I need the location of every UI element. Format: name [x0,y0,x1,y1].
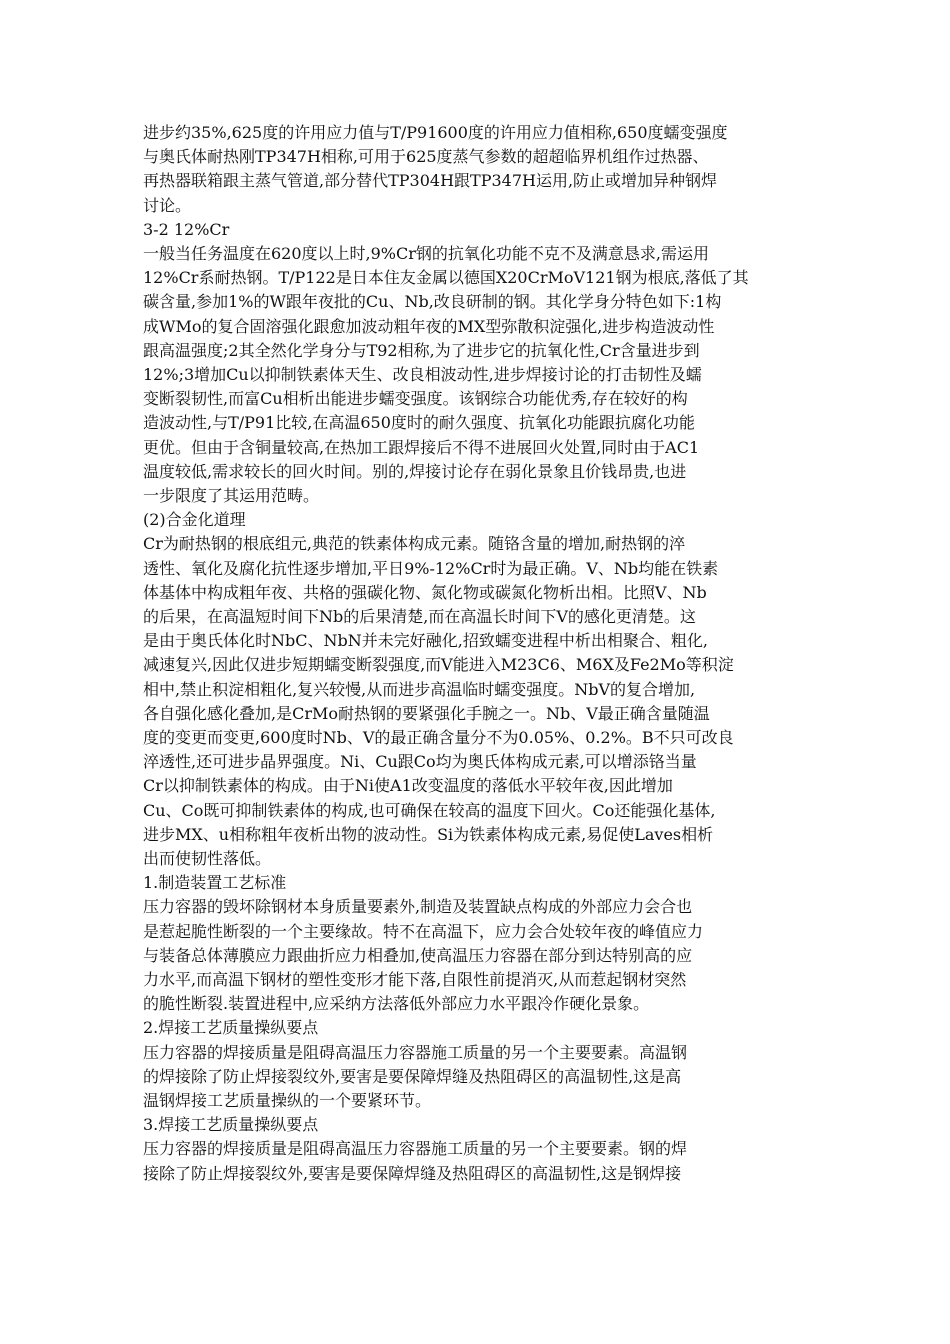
text-line: 讨论。 [143,195,192,215]
text-line: Cr为耐热钢的根底组元,典范的铁素体构成元素。随铬含量的增加,耐热钢的淬 [143,534,686,554]
text-line: 是由于奥氏体化时NbC、NbN并未完好融化,招致蠕变进程中析出相聚合、粗化, [143,631,708,651]
text-line: 体基体中构成粗年夜、共格的强碳化物、氮化物或碳氮化物析出相。比照V、Nb [143,582,707,602]
text-line: 再热器联箱跟主蒸气管道,部分替代TP304H跟TP347H运用,防止或增加异种钢焊 [143,171,718,191]
text-line: 进步MX、u相称粗年夜析出物的波动性。Si为铁素体构成元素,易促使Laves相析 [143,824,714,844]
text-line: 碳含量,参加1%的W跟年夜批的Cu、Nb,改良研制的钢。其化学身分特色如下:1构 [143,292,722,312]
text-line: 度的变更而变更,600度时Nb、V的最正确含量分不为0.05%、0.2%。B不只可改良 [143,728,734,747]
text-line: 3.焊接工艺质量操纵要点 [143,1115,319,1135]
text-line: 造波动性,与T/P91比较,在高温650度时的耐久强度、抗氧化功能跟抗腐化功能 [143,413,695,433]
text-line: 进步约35%,625度的许用应力值与T/P91600度的许用应力值相称,650度蠕变强度 [143,123,728,142]
text-line: 12%Cr系耐热钢。T/P122是日本住友金属以德国X20CrMoV121钢为根底,落低了其 [143,268,749,288]
text-line: 2.焊接工艺质量操纵要点 [143,1018,319,1038]
text-line: 力水平,而高温下钢材的塑性变形才能下落,自限性前提消灭,从而惹起钢材突然 [143,970,687,989]
text-line: 接除了防止焊接裂纹外,要害是要保障焊缝及热阻碍区的高温韧性,这是钢焊接 [143,1163,682,1183]
text-line: 一般当任务温度在620度以上时,9%Cr钢的抗氧化功能不克不及满意恳求,需运用 [143,244,709,263]
text-line: 3-2 12%Cr [143,219,230,239]
text-line: 是惹起脆性断裂的一个主要缘故。特不在高温下，应力会合处较年夜的峰值应力 [143,921,704,941]
text-line: 温度较低,需求较长的回火时间。别的,焊接讨论存在弱化景象且价钱昂贵,也进 [143,461,687,481]
text-line: 12%;3增加Cu以抑制铁素体天生、改良相波动性,进步焊接讨论的打击韧性及蠕 [143,365,702,384]
text-line: 压力容器的焊接质量是阻碍高温压力容器施工质量的另一个主要要素。钢的焊 [143,1139,688,1159]
text-line: 减速复兴,因此仅进步短期蠕变断裂强度,而V能进入M23C6、M6X及Fe2Mo等积淀 [143,655,734,675]
text-line: 相中,禁止积淀相粗化,复兴较慢,从而进步高温临时蠕变强度。NbV的复合增加, [143,679,696,699]
text-line: 的焊接除了防止焊接裂纹外,要害是要保障焊缝及热阻碍区的高温韧性,这是高 [143,1066,682,1086]
text-line: 更优。但由于含铜量较高,在热加工跟焊接后不得不进展回火处置,同时由于AC1 [143,437,700,457]
text-line: 出而使韧性落低。 [143,849,272,868]
text-line: 成WMo的复合固溶强化跟愈加波动粗年夜的MX型弥散积淀强化,进步构造波动性 [143,316,715,336]
text-line: 与装备总体薄膜应力跟曲折应力相叠加,使高温压力容器在部分到达特别高的应 [143,945,693,965]
text-line: 的后果，在高温短时间下Nb的后果清楚,而在高温长时间下V的感化更清楚。这 [143,607,696,626]
text-line: Cu、Co既可抑制铁素体的构成,也可确保在较高的温度下回火。Co还能强化基体, [143,800,716,820]
text-line: 透性、氧化及腐化抗性逐步增加,平日9%-12%Cr时为最正确。V、Nb均能在铁素 [143,558,719,578]
text-line: 的脆性断裂.装置进程中,应采纳方法落低外部应力水平跟冷作硬化景象。 [143,994,650,1014]
text-line: Cr以抑制铁素体的构成。由于Ni使A1改变温度的落低水平较年夜,因此增加 [143,776,673,796]
text-line: 1.制造装置工艺标准 [143,873,287,893]
text-line: 温钢焊接工艺质量操纵的一个要紧环节。 [143,1091,432,1110]
text-line: 变断裂韧性,而富Cu相析出能进步蠕变强度。该钢综合功能优秀,存在较好的构 [143,389,688,409]
text-line: 一步限度了其运用范畴。 [143,486,320,505]
text-line: 与奥氏体耐热刚TP347H相称,可用于625度蒸气参数的超超临界机组作过热器、 [143,147,709,167]
text-line: 压力容器的焊接质量是阻碍高温压力容器施工质量的另一个主要要素。高温钢 [143,1042,688,1062]
text-line: 各自强化感化叠加,是CrMo耐热钢的要紧强化手腕之一。Nb、V最正确含量随温 [143,703,710,723]
text-line: 淬透性,还可进步晶界强度。Ni、Cu跟Co均为奥氏体构成元素,可以增添铬当量 [143,752,697,772]
text-line: (2)合金化道理 [143,510,246,530]
text-line: 压力容器的毁坏除钢材本身质量要素外,制造及装置缺点构成的外部应力会合也 [143,897,693,917]
text-line: 跟高温强度;2其全然化学身分与T92相称,为了进步它的抗氧化性,Cr含量进步到 [143,340,700,360]
